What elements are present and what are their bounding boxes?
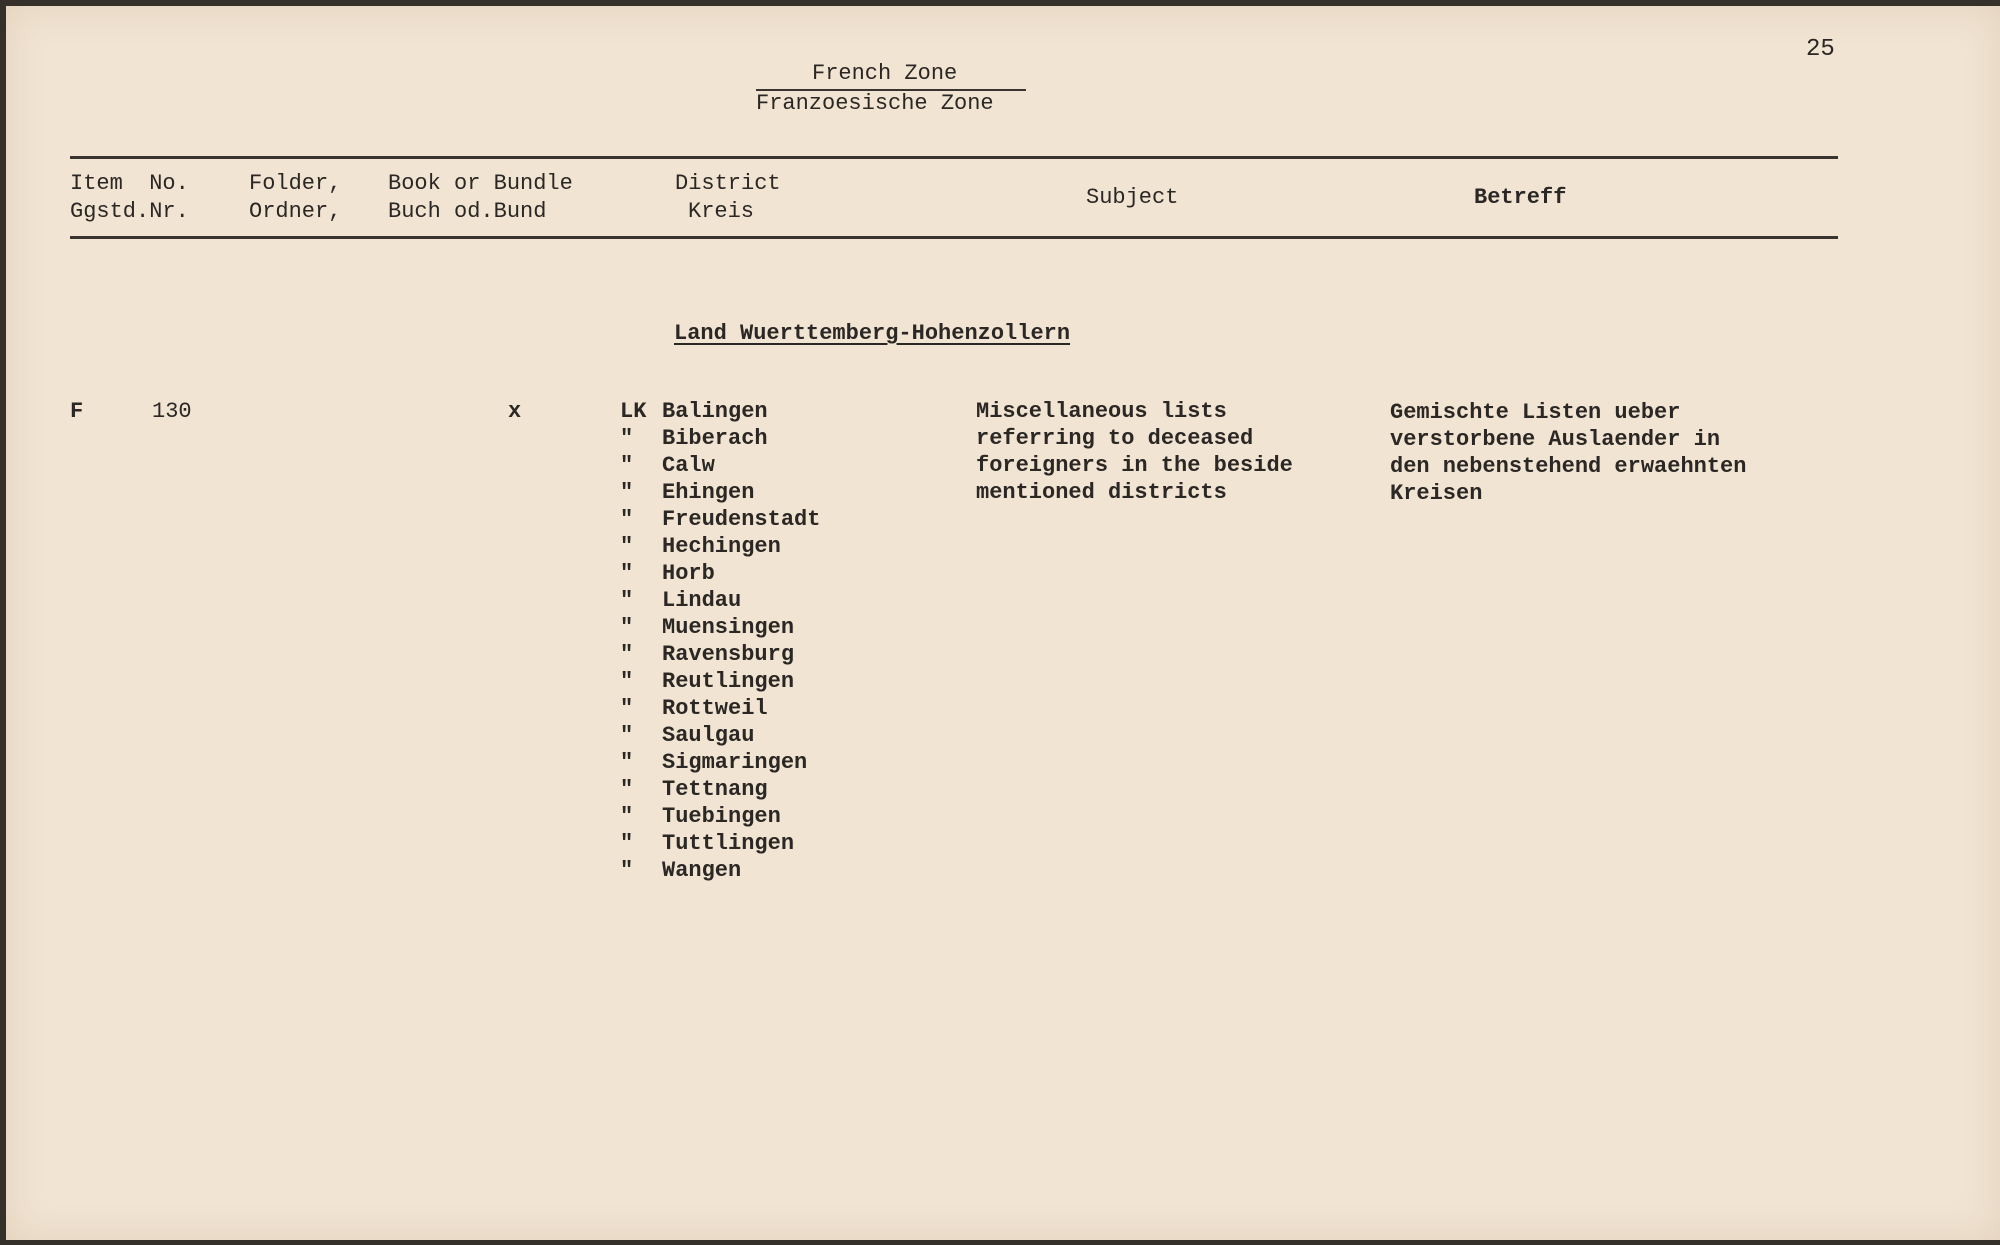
document-page — [6, 6, 2000, 1240]
district-prefix: " — [620, 642, 634, 667]
district-prefix: " — [620, 750, 634, 775]
district-name: Wangen — [662, 858, 742, 883]
district-name: Ravensburg — [662, 642, 795, 667]
header-rule-top — [70, 156, 1838, 159]
district-row — [620, 803, 820, 830]
district-row — [620, 560, 820, 587]
betreff-line: Kreisen — [1390, 481, 1483, 506]
column-header-item-de: Ggstd.Nr. — [70, 199, 189, 224]
district-row — [620, 668, 820, 695]
district-prefix: " — [620, 561, 634, 586]
district-row — [620, 641, 820, 668]
district-prefix: " — [620, 804, 634, 829]
district-name: Saulgau — [662, 723, 755, 748]
column-header-district: District — [675, 171, 781, 196]
district-prefix: " — [620, 453, 634, 478]
subject-line: Miscellaneous lists — [976, 399, 1227, 424]
district-name: Muensingen — [662, 615, 795, 640]
column-header-folder: Folder, — [249, 171, 342, 196]
district-name: Tettnang — [662, 777, 768, 802]
column-header-book: Book or Bundle — [388, 171, 573, 196]
district-name: Lindau — [662, 588, 742, 613]
page-number: 25 — [1806, 36, 1835, 63]
book-mark: x — [508, 399, 522, 424]
district-name: Hechingen — [662, 534, 781, 559]
betreff-line: den nebenstehend erwaehnten — [1390, 454, 1747, 479]
district-row — [620, 479, 820, 506]
district-row — [620, 695, 820, 722]
district-row — [620, 722, 820, 749]
district-name: Horb — [662, 561, 715, 586]
district-name: Freudenstadt — [662, 507, 821, 532]
district-row — [620, 776, 820, 803]
district-name: Ehingen — [662, 480, 755, 505]
district-name: Balingen — [662, 399, 768, 424]
district-prefix: " — [620, 696, 634, 721]
district-name: Tuttlingen — [662, 831, 795, 856]
district-prefix: " — [620, 858, 634, 883]
column-header-subject: Subject — [1086, 185, 1179, 210]
subject-line: referring to deceased — [976, 426, 1254, 451]
district-row — [620, 506, 820, 533]
betreff-line: Gemischte Listen ueber — [1390, 400, 1681, 425]
district-prefix: " — [620, 669, 634, 694]
betreff-line: verstorbene Auslaender in — [1390, 427, 1721, 452]
district-prefix: " — [620, 723, 634, 748]
item-letter: F — [70, 399, 84, 424]
subject-line: foreigners in the beside — [976, 453, 1293, 478]
zone-title-en: French Zone — [812, 61, 958, 86]
district-name: Sigmaringen — [662, 750, 808, 775]
section-heading: Land Wuerttemberg-Hohenzollern — [674, 321, 1071, 346]
column-header-betreff: Betreff — [1474, 185, 1567, 210]
column-header-item: Item No. — [70, 171, 189, 196]
district-row — [620, 533, 820, 560]
district-row — [620, 749, 820, 776]
district-prefix: " — [620, 480, 634, 505]
district-name: Rottweil — [662, 696, 768, 721]
item-number: 130 — [152, 399, 192, 424]
district-row — [620, 614, 820, 641]
district-prefix: " — [620, 777, 634, 802]
column-header-district-de: Kreis — [688, 199, 755, 224]
district-prefix: " — [620, 426, 634, 451]
column-header-folder-de: Ordner, — [249, 199, 342, 224]
district-name: Biberach — [662, 426, 768, 451]
district-row — [620, 398, 820, 425]
district-prefix: " — [620, 534, 634, 559]
district-list — [620, 398, 820, 884]
subject-text — [976, 398, 1293, 506]
header-rule-bottom — [70, 236, 1838, 239]
betreff-text — [1390, 399, 1746, 507]
subject-line: mentioned districts — [976, 480, 1227, 505]
column-header-book-de: Buch od.Bund — [388, 199, 547, 224]
district-name: Reutlingen — [662, 669, 795, 694]
district-row — [620, 857, 820, 884]
district-name: Tuebingen — [662, 804, 781, 829]
district-row — [620, 830, 820, 857]
district-prefix: " — [620, 615, 634, 640]
district-prefix: " — [620, 588, 634, 613]
zone-title-de: Franzoesische Zone — [756, 91, 994, 116]
district-name: Calw — [662, 453, 715, 478]
district-row — [620, 452, 820, 479]
district-prefix: " — [620, 831, 634, 856]
district-prefix: " — [620, 507, 634, 532]
district-row — [620, 425, 820, 452]
district-prefix: LK — [620, 399, 647, 424]
district-row — [620, 587, 820, 614]
